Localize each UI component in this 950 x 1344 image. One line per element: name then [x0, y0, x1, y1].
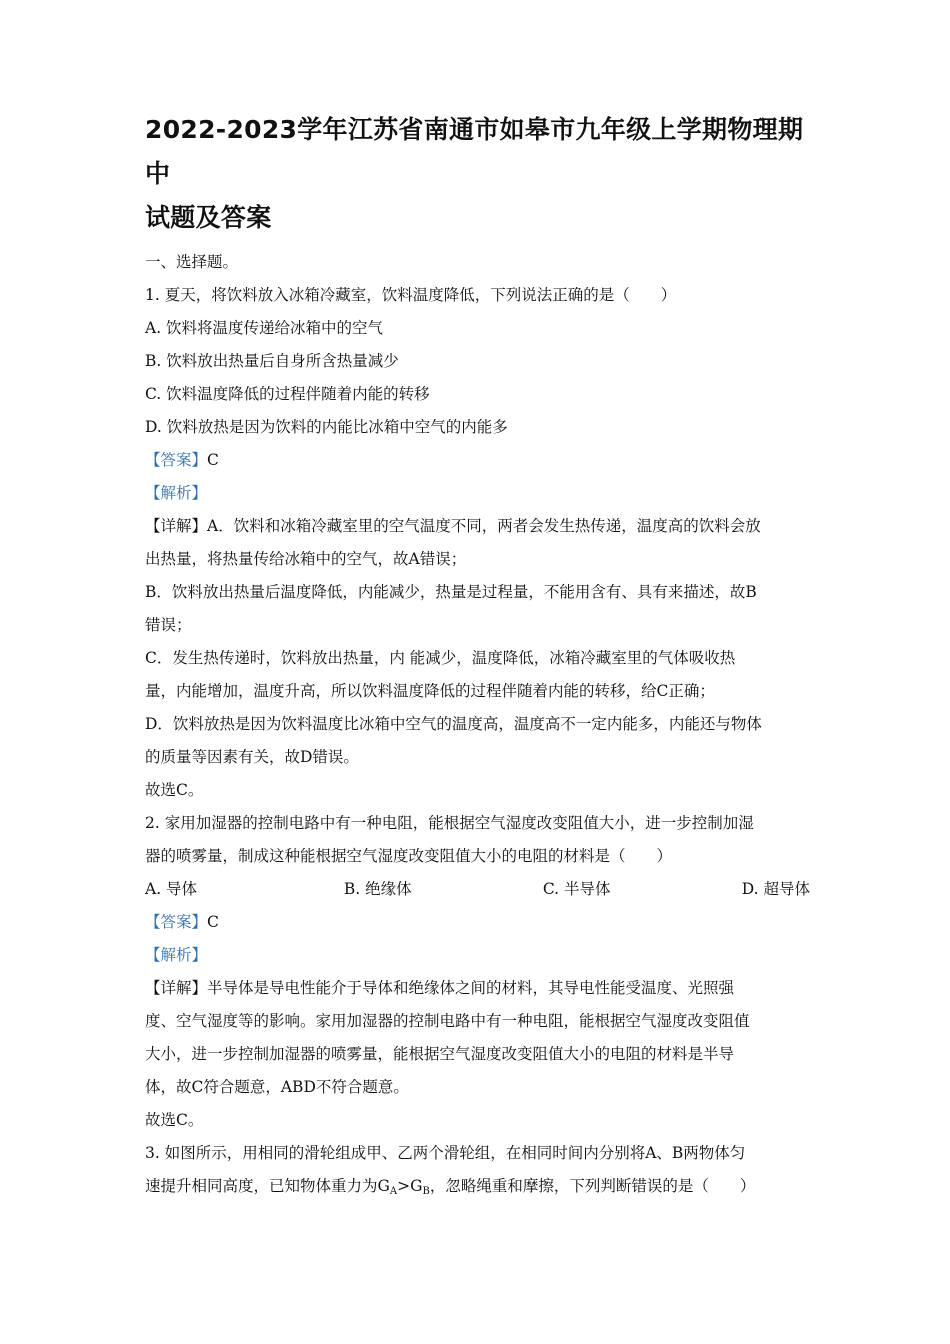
- q1-detail-c2: 量，内能增加，温度升高，所以饮料温度降低的过程伴随着内能的转移，给C正确；: [145, 682, 715, 700]
- answer-tag: 【答案】: [145, 451, 208, 469]
- q1-detail-c1: C．发生热传递时，饮料放出热量，内 能减少，温度降低，冰箱冷藏室里的气体吸收热: [145, 649, 736, 667]
- q2-analysis: [145, 939, 810, 972]
- answer-value: C: [207, 451, 219, 469]
- q1-stem: 1. 夏天，将饮料放入冰箱冷藏室，饮料温度降低，下列说法正确的是（ ）: [145, 286, 677, 304]
- q3-stem-text-end: ，忽略绳重和摩擦，下列判断错误的是（ ）: [429, 1177, 756, 1195]
- section-heading: 一、选择题。: [145, 253, 239, 271]
- q2-detail-2: 度、空气湿度等的影响。家用加湿器的控制电路中有一种电阻，能根据空气湿度改变阻值: [145, 1012, 750, 1030]
- q2-stem-2: 器的喷雾量，制成这种能根据空气湿度改变阻值大小的电阻的材料是（ ）: [145, 847, 673, 865]
- title-line-2: 试题及答案: [145, 203, 272, 232]
- q1-option-c: C. 饮料温度降低的过程伴随着内能的转移: [145, 385, 430, 403]
- q1-detail-d2: 的质量等因素有关，故D错误。: [145, 748, 359, 766]
- q1-conclusion: 故选C。: [145, 781, 204, 799]
- q2-option-b: B. 绝缘体: [343, 880, 412, 898]
- detail-text: A．饮料和冰箱冷藏室里的空气温度不同，两者会发生热传递，温度高的饮料会放: [207, 517, 761, 535]
- q1-detail-b1: B．饮料放出热量后温度降低，内能减少，热量是过程量，不能用含有、具有来描述，故B: [145, 583, 757, 601]
- q1-detail-b2: 错误；: [145, 616, 192, 634]
- answer-value: C: [207, 913, 219, 931]
- q2-stem-1: 2. 家用加湿器的控制电路中有一种电阻，能根据空气湿度改变阻值大小，进一步控制加湿: [145, 814, 754, 832]
- q2-answer: [145, 906, 810, 939]
- q1-detail-a2: 出热量，将热量传给冰箱中的空气，故A错误；: [145, 550, 467, 568]
- detail-tag: 【详解】: [145, 979, 208, 997]
- q2-detail-3: 大小，进一步控制加湿器的喷雾量，能根据空气湿度改变阻值大小的电阻的材料是半导: [145, 1045, 735, 1063]
- analysis-tag: 【解析】: [145, 484, 208, 502]
- title-line-1: 2022-2023学年江苏省南通市如皋市九年级上学期物理期中: [145, 115, 804, 188]
- q2-option-c: C. 半导体: [542, 880, 611, 898]
- detail-text: 半导体是导电性能介于导体和绝缘体之间的材料，其导电性能受温度、光照强: [207, 979, 735, 997]
- subscript-a: A: [389, 1186, 398, 1197]
- q1-option-b: B. 饮料放出热量后自身所含热量减少: [145, 352, 399, 370]
- q1-option-a: A. 饮料将温度传递给冰箱中的空气: [145, 319, 384, 337]
- q2-options: [145, 873, 810, 906]
- q2-conclusion: 故选C。: [145, 1111, 204, 1129]
- q1-option-d: D. 饮料放热是因为饮料的内能比冰箱中空气的内能多: [145, 418, 508, 436]
- q2-option-a: A. 导体: [145, 880, 198, 898]
- q2-detail-4: 体，故C符合题意，ABD不符合题意。: [145, 1078, 409, 1096]
- subscript-b: B: [422, 1186, 430, 1197]
- q1-detail-a1: [145, 510, 810, 543]
- q2-detail-1: [145, 972, 810, 1005]
- q3-stem-1: 3. 如图所示，用相同的滑轮组成甲、乙两个滑轮组，在相同时间内分别将A、B两物体匀: [145, 1144, 746, 1162]
- q1-answer: [145, 444, 810, 477]
- answer-tag: 【答案】: [145, 913, 208, 931]
- page-title: [145, 108, 810, 240]
- q1-detail-d1: D．饮料放热是因为饮料温度比冰箱中空气的温度高，温度高不一定内能多，内能还与物体: [145, 715, 762, 733]
- document-page: [145, 108, 810, 1208]
- q3-stem-text: 速提升相同高度，已知物体重力为G: [145, 1177, 390, 1195]
- analysis-tag: 【解析】: [145, 946, 208, 964]
- q3-comparison: >G: [397, 1177, 423, 1195]
- q2-option-d: D. 超导体: [741, 880, 810, 898]
- q3-stem-2: [145, 1170, 810, 1208]
- q1-analysis: [145, 477, 810, 510]
- detail-tag: 【详解】: [145, 517, 208, 535]
